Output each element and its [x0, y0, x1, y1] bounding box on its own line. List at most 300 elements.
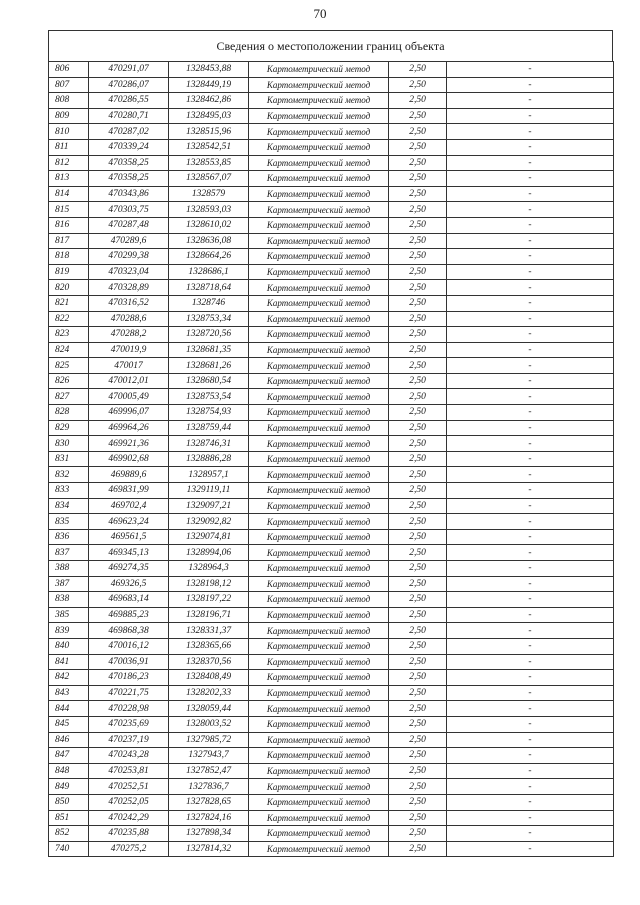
- point-number-cell: 820: [49, 280, 89, 296]
- table-row: [49, 670, 614, 686]
- accuracy-cell: 2,50: [389, 810, 447, 826]
- y-coordinate-cell: 1328495,03: [169, 108, 249, 124]
- x-coordinate-cell: 470237,19: [89, 732, 169, 748]
- method-cell: Картометрический метод: [249, 826, 389, 842]
- table-row: [49, 654, 614, 670]
- table-row: [49, 155, 614, 171]
- point-number-cell: 812: [49, 155, 89, 171]
- method-cell: Картометрический метод: [249, 77, 389, 93]
- x-coordinate-cell: 469889,6: [89, 467, 169, 483]
- y-coordinate-cell: 1329097,21: [169, 498, 249, 514]
- description-cell: -: [447, 264, 614, 280]
- accuracy-cell: 2,50: [389, 826, 447, 842]
- description-cell: -: [447, 498, 614, 514]
- x-coordinate-cell: 470289,6: [89, 233, 169, 249]
- method-cell: Картометрический метод: [249, 186, 389, 202]
- description-cell: -: [447, 186, 614, 202]
- description-cell: -: [447, 108, 614, 124]
- description-cell: -: [447, 217, 614, 233]
- x-coordinate-cell: 470339,24: [89, 139, 169, 155]
- method-cell: Картометрический метод: [249, 483, 389, 499]
- table-row: [49, 685, 614, 701]
- description-cell: -: [447, 654, 614, 670]
- accuracy-cell: 2,50: [389, 373, 447, 389]
- y-coordinate-cell: 1328680,54: [169, 373, 249, 389]
- accuracy-cell: 2,50: [389, 358, 447, 374]
- table-row: [49, 186, 614, 202]
- table-row: [49, 280, 614, 296]
- x-coordinate-cell: 470016,12: [89, 638, 169, 654]
- y-coordinate-cell: 1328718,64: [169, 280, 249, 296]
- point-number-cell: 807: [49, 77, 89, 93]
- method-cell: Картометрический метод: [249, 810, 389, 826]
- point-number-cell: 806: [49, 62, 89, 78]
- table-row: [49, 217, 614, 233]
- accuracy-cell: 2,50: [389, 124, 447, 140]
- table-row: [49, 124, 614, 140]
- x-coordinate-cell: 470017: [89, 358, 169, 374]
- method-cell: Картометрический метод: [249, 295, 389, 311]
- table-row: [49, 483, 614, 499]
- x-coordinate-cell: 470286,55: [89, 93, 169, 109]
- description-cell: -: [447, 794, 614, 810]
- x-coordinate-cell: 469831,99: [89, 483, 169, 499]
- accuracy-cell: 2,50: [389, 280, 447, 296]
- description-cell: -: [447, 202, 614, 218]
- accuracy-cell: 2,50: [389, 467, 447, 483]
- point-number-cell: 740: [49, 841, 89, 857]
- y-coordinate-cell: 1328636,08: [169, 233, 249, 249]
- y-coordinate-cell: 1328681,35: [169, 342, 249, 358]
- y-coordinate-cell: 1328197,22: [169, 592, 249, 608]
- y-coordinate-cell: 1328957,1: [169, 467, 249, 483]
- table-row: [49, 420, 614, 436]
- method-cell: Картометрический метод: [249, 576, 389, 592]
- method-cell: Картометрический метод: [249, 217, 389, 233]
- description-cell: -: [447, 826, 614, 842]
- y-coordinate-cell: 1328370,56: [169, 654, 249, 670]
- description-cell: -: [447, 62, 614, 78]
- y-coordinate-cell: 1328720,56: [169, 327, 249, 343]
- description-cell: -: [447, 327, 614, 343]
- x-coordinate-cell: 470012,01: [89, 373, 169, 389]
- table-row: [49, 327, 614, 343]
- table-row: [49, 794, 614, 810]
- point-number-cell: 826: [49, 373, 89, 389]
- description-cell: -: [447, 701, 614, 717]
- boundary-coordinates-sheet: [48, 30, 613, 857]
- description-cell: -: [447, 124, 614, 140]
- accuracy-cell: 2,50: [389, 623, 447, 639]
- table-row: [49, 264, 614, 280]
- accuracy-cell: 2,50: [389, 295, 447, 311]
- x-coordinate-cell: 469902,68: [89, 451, 169, 467]
- point-number-cell: 838: [49, 592, 89, 608]
- accuracy-cell: 2,50: [389, 576, 447, 592]
- method-cell: Картометрический метод: [249, 623, 389, 639]
- description-cell: -: [447, 373, 614, 389]
- accuracy-cell: 2,50: [389, 389, 447, 405]
- y-coordinate-cell: 1327985,72: [169, 732, 249, 748]
- description-cell: -: [447, 545, 614, 561]
- method-cell: Картометрический метод: [249, 155, 389, 171]
- table-row: [49, 202, 614, 218]
- table-row: [49, 826, 614, 842]
- y-coordinate-cell: 1328994,06: [169, 545, 249, 561]
- point-number-cell: 808: [49, 93, 89, 109]
- method-cell: Картометрический метод: [249, 467, 389, 483]
- method-cell: Картометрический метод: [249, 498, 389, 514]
- description-cell: -: [447, 467, 614, 483]
- table-row: [49, 514, 614, 530]
- y-coordinate-cell: 1328754,93: [169, 405, 249, 421]
- accuracy-cell: 2,50: [389, 62, 447, 78]
- point-number-cell: 848: [49, 763, 89, 779]
- description-cell: -: [447, 576, 614, 592]
- description-cell: -: [447, 155, 614, 171]
- point-number-cell: 822: [49, 311, 89, 327]
- point-number-cell: 824: [49, 342, 89, 358]
- y-coordinate-cell: 1328686,1: [169, 264, 249, 280]
- x-coordinate-cell: 470243,28: [89, 748, 169, 764]
- y-coordinate-cell: 1328462,86: [169, 93, 249, 109]
- x-coordinate-cell: 470253,81: [89, 763, 169, 779]
- point-number-cell: 846: [49, 732, 89, 748]
- x-coordinate-cell: 470005,49: [89, 389, 169, 405]
- accuracy-cell: 2,50: [389, 93, 447, 109]
- accuracy-cell: 2,50: [389, 139, 447, 155]
- y-coordinate-cell: 1329074,81: [169, 529, 249, 545]
- description-cell: -: [447, 841, 614, 857]
- table-row: [49, 373, 614, 389]
- accuracy-cell: 2,50: [389, 405, 447, 421]
- table-row: [49, 139, 614, 155]
- accuracy-cell: 2,50: [389, 451, 447, 467]
- point-number-cell: 388: [49, 561, 89, 577]
- method-cell: Картометрический метод: [249, 670, 389, 686]
- point-number-cell: 829: [49, 420, 89, 436]
- coordinates-table: [48, 61, 614, 857]
- method-cell: Картометрический метод: [249, 514, 389, 530]
- method-cell: Картометрический метод: [249, 124, 389, 140]
- table-row: [49, 467, 614, 483]
- method-cell: Картометрический метод: [249, 327, 389, 343]
- accuracy-cell: 2,50: [389, 701, 447, 717]
- method-cell: Картометрический метод: [249, 280, 389, 296]
- point-number-cell: 817: [49, 233, 89, 249]
- y-coordinate-cell: 1328198,12: [169, 576, 249, 592]
- x-coordinate-cell: 470235,88: [89, 826, 169, 842]
- description-cell: -: [447, 436, 614, 452]
- y-coordinate-cell: 1328202,33: [169, 685, 249, 701]
- accuracy-cell: 2,50: [389, 77, 447, 93]
- accuracy-cell: 2,50: [389, 529, 447, 545]
- point-number-cell: 816: [49, 217, 89, 233]
- point-number-cell: 810: [49, 124, 89, 140]
- point-number-cell: 811: [49, 139, 89, 155]
- x-coordinate-cell: 470036,91: [89, 654, 169, 670]
- method-cell: Картометрический метод: [249, 451, 389, 467]
- table-row: [49, 249, 614, 265]
- table-row: [49, 93, 614, 109]
- y-coordinate-cell: 1328753,34: [169, 311, 249, 327]
- method-cell: Картометрический метод: [249, 171, 389, 187]
- accuracy-cell: 2,50: [389, 217, 447, 233]
- point-number-cell: 815: [49, 202, 89, 218]
- x-coordinate-cell: 470286,07: [89, 77, 169, 93]
- description-cell: -: [447, 514, 614, 530]
- y-coordinate-cell: 1327814,32: [169, 841, 249, 857]
- method-cell: Картометрический метод: [249, 311, 389, 327]
- y-coordinate-cell: 1328753,54: [169, 389, 249, 405]
- table-row: [49, 498, 614, 514]
- point-number-cell: 831: [49, 451, 89, 467]
- y-coordinate-cell: 1328681,26: [169, 358, 249, 374]
- accuracy-cell: 2,50: [389, 202, 447, 218]
- x-coordinate-cell: 470019,9: [89, 342, 169, 358]
- x-coordinate-cell: 469996,07: [89, 405, 169, 421]
- description-cell: -: [447, 810, 614, 826]
- x-coordinate-cell: 469345,13: [89, 545, 169, 561]
- y-coordinate-cell: 1328746: [169, 295, 249, 311]
- method-cell: Картометрический метод: [249, 108, 389, 124]
- method-cell: Картометрический метод: [249, 249, 389, 265]
- table-row: [49, 561, 614, 577]
- description-cell: -: [447, 358, 614, 374]
- method-cell: Картометрический метод: [249, 139, 389, 155]
- method-cell: Картометрический метод: [249, 389, 389, 405]
- point-number-cell: 850: [49, 794, 89, 810]
- method-cell: Картометрический метод: [249, 202, 389, 218]
- accuracy-cell: 2,50: [389, 171, 447, 187]
- x-coordinate-cell: 469561,5: [89, 529, 169, 545]
- x-coordinate-cell: 469885,23: [89, 607, 169, 623]
- description-cell: -: [447, 233, 614, 249]
- accuracy-cell: 2,50: [389, 436, 447, 452]
- point-number-cell: 813: [49, 171, 89, 187]
- method-cell: Картометрический метод: [249, 405, 389, 421]
- description-cell: -: [447, 171, 614, 187]
- y-coordinate-cell: 1328567,07: [169, 171, 249, 187]
- table-row: [49, 342, 614, 358]
- table-row: [49, 841, 614, 857]
- point-number-cell: 821: [49, 295, 89, 311]
- method-cell: Картометрический метод: [249, 93, 389, 109]
- point-number-cell: 387: [49, 576, 89, 592]
- accuracy-cell: 2,50: [389, 342, 447, 358]
- accuracy-cell: 2,50: [389, 716, 447, 732]
- x-coordinate-cell: 470358,25: [89, 171, 169, 187]
- point-number-cell: 843: [49, 685, 89, 701]
- accuracy-cell: 2,50: [389, 311, 447, 327]
- accuracy-cell: 2,50: [389, 108, 447, 124]
- y-coordinate-cell: 1329119,11: [169, 483, 249, 499]
- x-coordinate-cell: 470358,25: [89, 155, 169, 171]
- table-row: [49, 451, 614, 467]
- table-row: [49, 763, 614, 779]
- y-coordinate-cell: 1328196,71: [169, 607, 249, 623]
- table-row: [49, 529, 614, 545]
- table-row: [49, 716, 614, 732]
- x-coordinate-cell: 469326,5: [89, 576, 169, 592]
- y-coordinate-cell: 1329092,82: [169, 514, 249, 530]
- description-cell: -: [447, 139, 614, 155]
- accuracy-cell: 2,50: [389, 561, 447, 577]
- y-coordinate-cell: 1327828,65: [169, 794, 249, 810]
- accuracy-cell: 2,50: [389, 233, 447, 249]
- method-cell: Картометрический метод: [249, 794, 389, 810]
- y-coordinate-cell: 1328746,31: [169, 436, 249, 452]
- accuracy-cell: 2,50: [389, 545, 447, 561]
- y-coordinate-cell: 1328331,37: [169, 623, 249, 639]
- table-row: [49, 295, 614, 311]
- section-title: Сведения о местоположении границ объекта: [48, 30, 613, 61]
- point-number-cell: 827: [49, 389, 89, 405]
- method-cell: Картометрический метод: [249, 592, 389, 608]
- description-cell: -: [447, 607, 614, 623]
- description-cell: -: [447, 405, 614, 421]
- point-number-cell: 819: [49, 264, 89, 280]
- table-row: [49, 405, 614, 421]
- table-row: [49, 623, 614, 639]
- accuracy-cell: 2,50: [389, 483, 447, 499]
- table-row: [49, 701, 614, 717]
- method-cell: Картометрический метод: [249, 716, 389, 732]
- table-row: [49, 748, 614, 764]
- y-coordinate-cell: 1328453,88: [169, 62, 249, 78]
- y-coordinate-cell: 1328059,44: [169, 701, 249, 717]
- accuracy-cell: 2,50: [389, 592, 447, 608]
- point-number-cell: 825: [49, 358, 89, 374]
- x-coordinate-cell: 470252,51: [89, 779, 169, 795]
- point-number-cell: 847: [49, 748, 89, 764]
- point-number-cell: 840: [49, 638, 89, 654]
- accuracy-cell: 2,50: [389, 249, 447, 265]
- accuracy-cell: 2,50: [389, 654, 447, 670]
- table-row: [49, 810, 614, 826]
- page-number: 70: [313, 6, 327, 21]
- x-coordinate-cell: 470280,71: [89, 108, 169, 124]
- accuracy-cell: 2,50: [389, 638, 447, 654]
- description-cell: -: [447, 716, 614, 732]
- y-coordinate-cell: 1328664,26: [169, 249, 249, 265]
- point-number-cell: 818: [49, 249, 89, 265]
- table-row: [49, 638, 614, 654]
- point-number-cell: 833: [49, 483, 89, 499]
- point-number-cell: 830: [49, 436, 89, 452]
- point-number-cell: 845: [49, 716, 89, 732]
- x-coordinate-cell: 469702,4: [89, 498, 169, 514]
- y-coordinate-cell: 1328449,19: [169, 77, 249, 93]
- x-coordinate-cell: 470288,2: [89, 327, 169, 343]
- y-coordinate-cell: 1327824,16: [169, 810, 249, 826]
- point-number-cell: 841: [49, 654, 89, 670]
- y-coordinate-cell: 1328553,85: [169, 155, 249, 171]
- method-cell: Картометрический метод: [249, 358, 389, 374]
- accuracy-cell: 2,50: [389, 607, 447, 623]
- method-cell: Картометрический метод: [249, 685, 389, 701]
- method-cell: Картометрический метод: [249, 342, 389, 358]
- description-cell: -: [447, 389, 614, 405]
- y-coordinate-cell: 1328365,66: [169, 638, 249, 654]
- description-cell: -: [447, 529, 614, 545]
- table-row: [49, 77, 614, 93]
- accuracy-cell: 2,50: [389, 264, 447, 280]
- accuracy-cell: 2,50: [389, 794, 447, 810]
- x-coordinate-cell: 470221,75: [89, 685, 169, 701]
- accuracy-cell: 2,50: [389, 327, 447, 343]
- description-cell: -: [447, 451, 614, 467]
- accuracy-cell: 2,50: [389, 732, 447, 748]
- x-coordinate-cell: 470328,89: [89, 280, 169, 296]
- point-number-cell: 823: [49, 327, 89, 343]
- point-number-cell: 809: [49, 108, 89, 124]
- x-coordinate-cell: 470343,86: [89, 186, 169, 202]
- x-coordinate-cell: 470235,69: [89, 716, 169, 732]
- x-coordinate-cell: 470287,02: [89, 124, 169, 140]
- table-row: [49, 233, 614, 249]
- y-coordinate-cell: 1328759,44: [169, 420, 249, 436]
- x-coordinate-cell: 469921,36: [89, 436, 169, 452]
- x-coordinate-cell: 470242,29: [89, 810, 169, 826]
- method-cell: Картометрический метод: [249, 436, 389, 452]
- x-coordinate-cell: 469623,24: [89, 514, 169, 530]
- point-number-cell: 814: [49, 186, 89, 202]
- x-coordinate-cell: 470323,04: [89, 264, 169, 280]
- method-cell: Картометрический метод: [249, 638, 389, 654]
- x-coordinate-cell: 470316,52: [89, 295, 169, 311]
- table-row: [49, 311, 614, 327]
- point-number-cell: 828: [49, 405, 89, 421]
- method-cell: Картометрический метод: [249, 561, 389, 577]
- point-number-cell: 852: [49, 826, 89, 842]
- description-cell: -: [447, 280, 614, 296]
- description-cell: -: [447, 77, 614, 93]
- point-number-cell: 839: [49, 623, 89, 639]
- y-coordinate-cell: 1328542,51: [169, 139, 249, 155]
- description-cell: -: [447, 732, 614, 748]
- coordinates-table-body: [49, 62, 614, 857]
- x-coordinate-cell: 470303,75: [89, 202, 169, 218]
- y-coordinate-cell: 1328579: [169, 186, 249, 202]
- table-row: [49, 436, 614, 452]
- description-cell: -: [447, 483, 614, 499]
- description-cell: -: [447, 342, 614, 358]
- x-coordinate-cell: 470288,6: [89, 311, 169, 327]
- table-row: [49, 592, 614, 608]
- description-cell: -: [447, 623, 614, 639]
- x-coordinate-cell: 470275,2: [89, 841, 169, 857]
- description-cell: -: [447, 638, 614, 654]
- table-row: [49, 389, 614, 405]
- y-coordinate-cell: 1327898,34: [169, 826, 249, 842]
- table-row: [49, 108, 614, 124]
- method-cell: Картометрический метод: [249, 373, 389, 389]
- method-cell: Картометрический метод: [249, 732, 389, 748]
- point-number-cell: 851: [49, 810, 89, 826]
- method-cell: Картометрический метод: [249, 62, 389, 78]
- description-cell: -: [447, 295, 614, 311]
- accuracy-cell: 2,50: [389, 155, 447, 171]
- table-row: [49, 607, 614, 623]
- accuracy-cell: 2,50: [389, 186, 447, 202]
- description-cell: -: [447, 311, 614, 327]
- point-number-cell: 844: [49, 701, 89, 717]
- accuracy-cell: 2,50: [389, 420, 447, 436]
- method-cell: Картометрический метод: [249, 529, 389, 545]
- y-coordinate-cell: 1328003,52: [169, 716, 249, 732]
- accuracy-cell: 2,50: [389, 670, 447, 686]
